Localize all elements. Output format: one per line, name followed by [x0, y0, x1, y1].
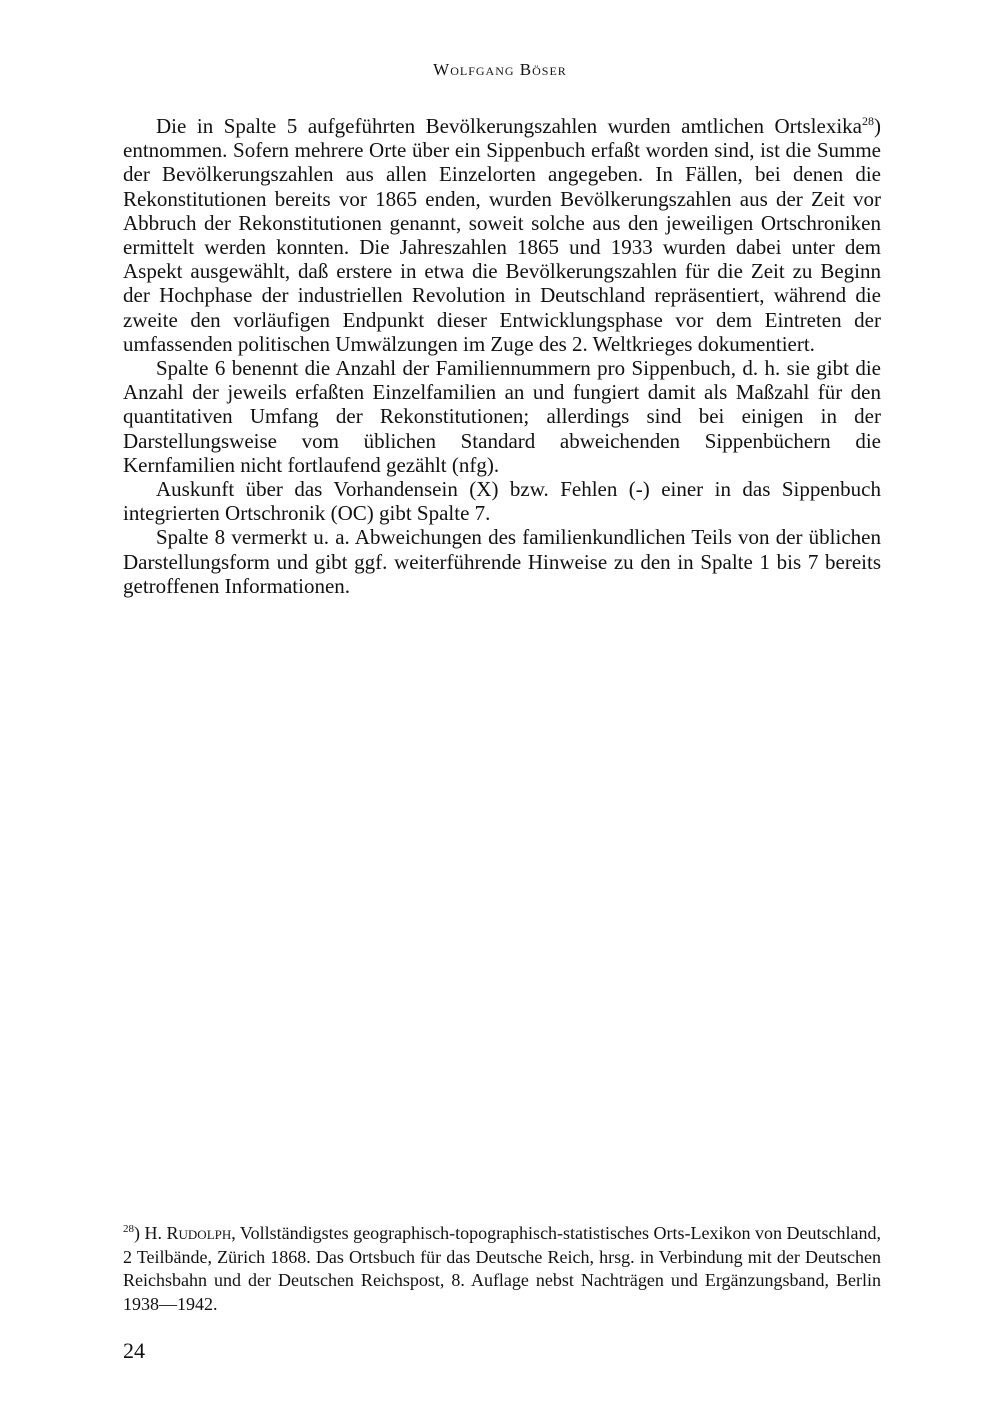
paragraph-text: ) entnommen. Sofern mehrere Orte über ein Sippenbuch erfaßt worden sind, ist die Summe der Bevölkerungszahlen aus allen Einzelorten angegeben. In Fällen, bei denen die Rekonstitutionen bereits vor 1865 enden, wurden Bevölkerungszahlen aus der Zeit vor Abbruch der Rekonstitutionen genannt, soweit solche aus den jeweiligen Ortschroniken ermittelt werden konnten. Die Jahreszahlen 1865 und 1933 wurden dabei unter dem Aspekt ausgewählt, daß erstere in etwa die Bevölkerungszahlen für die Zeit zu Beginn der Hochphase der industriellen Revolution in Deutschland repräsentiert, während die zweite den vorläufigen Endpunkt dieser Entwicklungsphase vor dem Eintreten der umfassenden politischen Umwälzungen im Zuge des 2. Weltkrieges dokumentiert. — [123, 114, 881, 356]
footnote-number: 28 — [123, 1223, 134, 1235]
footnote-paren: ) — [134, 1223, 140, 1243]
paragraph-chronicle: Auskunft über das Vorhandensein (X) bzw. Fehlen (-) einer in das Sippenbuch integrierten Ortschronik (OC) gibt Spalte 7. — [123, 477, 881, 526]
footnote — [123, 1222, 881, 1316]
page-number: 24 — [123, 1338, 145, 1363]
footnote-reference[interactable]: 28 — [862, 114, 874, 128]
paragraph-remarks: Spalte 8 vermerkt u. a. Abweichungen des familienkundlichen Teils von der üblichen Darstellungsform und gibt ggf. weiterführende Hinweise zu den in Spalte 1 bis 7 bereits getroffenen Informationen. — [123, 525, 881, 598]
running-head: Wolfgang Böser — [433, 60, 567, 79]
paragraph-text: Die in Spalte 5 aufgeführten Bevölkerungszahlen wurden amtlichen Ortslexika — [156, 114, 862, 138]
paragraph-population — [123, 114, 881, 356]
footnote-text: , Vollständigstes geographisch-topographisch-statistisches Orts-Lexikon von Deutschland, 2 Teilbände, Zürich 1868. Das Ortsbuch für das Deutsche Reich, hrsg. in Verbindung mit der Deutschen Reichsbahn und der Deutschen Reichspost, 8. Auflage nebst Nachträgen und Ergänzungsband, Berlin 1938—1942. — [123, 1223, 882, 1314]
body-text — [123, 114, 881, 598]
footnote-author: H. Rudolph — [144, 1223, 232, 1243]
paragraph-family-numbers: Spalte 6 benennt die Anzahl der Familiennummern pro Sippenbuch, d. h. sie gibt die Anzahl der jeweils erfaßten Einzelfamilien an und fungiert damit als Maßzahl für den quantitativen Umfang der Rekonstitutionen; allerdings sind bei einigen in der Darstellungsweise vom üblichen Standard abweichenden Sippenbüchern die Kernfamilien nicht fortlaufend gezählt (nfg). — [123, 356, 881, 477]
